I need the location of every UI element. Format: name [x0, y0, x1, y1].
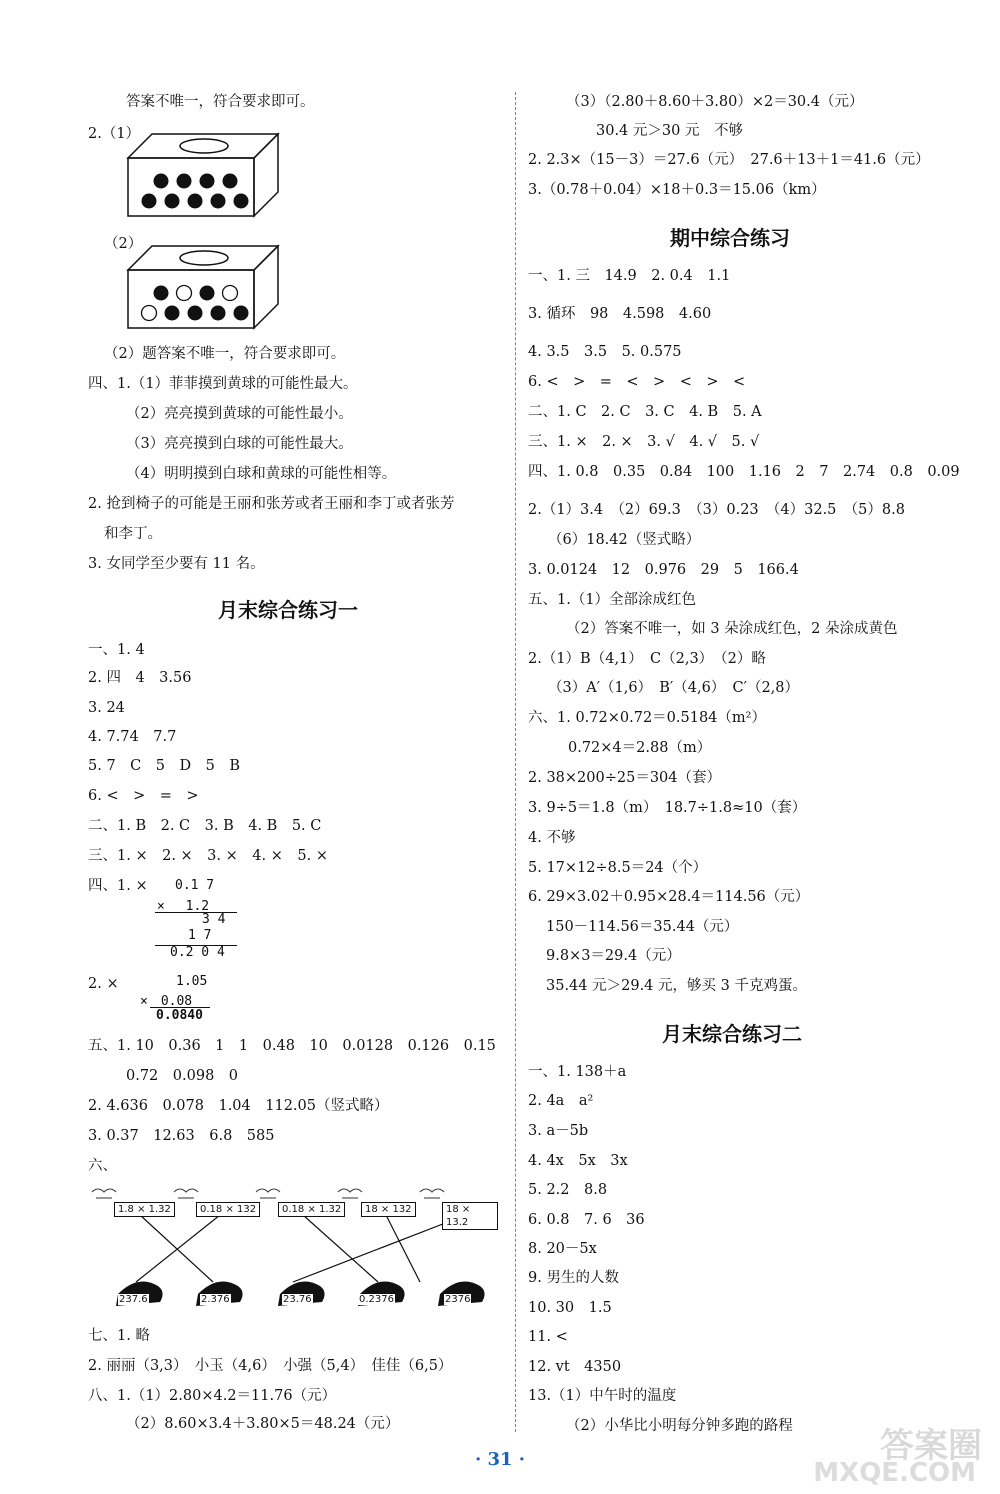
- text-line: 10. 30 1.5: [528, 1300, 612, 1316]
- text-line: 11. <: [528, 1329, 568, 1345]
- text-line: 七、1. 略: [88, 1328, 150, 1344]
- text-line: 三、1. × 2. × 3. √ 4. √ 5. √: [528, 434, 760, 450]
- text-line: 6. 29×3.02＋0.95×28.4＝114.56（元）: [528, 889, 810, 905]
- text-line: 4. 3.5 3.5 5. 0.575: [528, 344, 682, 360]
- text-line: 2. 38×200÷25＝304（套）: [528, 770, 721, 786]
- text-line: 五、1.（1）全部涂成红色: [528, 592, 697, 608]
- text-line: 五、1. 10 0.36 1 1 0.48 10 0.0128 0.126 0.15: [88, 1038, 496, 1054]
- text-line: 0.72×4＝2.88（m）: [568, 740, 712, 756]
- ball-box-diagram-2: [124, 240, 282, 332]
- text-line: 4. 不够: [528, 830, 576, 846]
- section-heading: 月末综合练习一: [218, 598, 358, 622]
- expression-box: 1.8 × 1.32: [114, 1202, 175, 1217]
- text-line: 2. 丽丽（3,3） 小玉（4,6） 小强（5,4） 佳佳（6,5）: [88, 1358, 453, 1374]
- text-line: 一、1. 138＋a: [528, 1064, 627, 1080]
- expression-box: 0.18 × 132: [196, 1202, 260, 1217]
- text-line: 3. 女同学至少要有 11 名。: [88, 556, 265, 572]
- text-line: 5. 2.2 8.8: [528, 1182, 608, 1198]
- text-line: （3）A′（1,6） B′（4,6） C′（2,8）: [548, 680, 800, 696]
- text-line: 3.（0.78＋0.04）×18＋0.3＝15.06（km）: [528, 182, 826, 198]
- text-line: 二、1. B 2. C 3. B 4. B 5. C: [88, 818, 322, 834]
- text-line: （4）明明摸到白球和黄球的可能性相等。: [126, 466, 397, 482]
- text-line: （3）亮亮摸到白球的可能性最大。: [126, 436, 353, 452]
- text-line: 3. a－5b: [528, 1123, 589, 1139]
- fish-label: 2376: [445, 1294, 471, 1305]
- text-line: 2. 4.636 0.078 1.04 112.05（竖式略）: [88, 1098, 389, 1114]
- calc-line: × 1.2: [157, 899, 210, 914]
- text-line: （2）答案不唯一，如 3 朵涂成红色，2 朵涂成黄色: [566, 621, 898, 637]
- expression-box: 18 × 132: [361, 1202, 416, 1217]
- text-line: 3. 0.37 12.63 6.8 585: [88, 1128, 275, 1144]
- text-line: 三、1. × 2. × 3. × 4. × 5. ×: [88, 848, 328, 864]
- text-line: （2）题答案不唯一，符合要求即可。: [104, 346, 346, 362]
- text-line: 和李丁。: [104, 526, 162, 542]
- text-line: 6. < > = < > < > <: [528, 374, 746, 390]
- text-line: 答案不唯一，符合要求即可。: [126, 94, 315, 110]
- text-line: 四、1. ×: [88, 878, 148, 894]
- text-line: 2. 4a a²: [528, 1093, 594, 1109]
- text-line: 4. 4x 5x 3x: [528, 1153, 628, 1169]
- text-line: 3. 循环 98 4.598 4.60: [528, 306, 712, 322]
- text-line: 12. vt 4350: [528, 1359, 622, 1375]
- text-line: 9.8×3＝29.4（元）: [546, 948, 681, 964]
- text-line: 八、1.（1）2.80×4.2＝11.76（元）: [88, 1388, 337, 1404]
- text-line: （2）小华比小明每分钟多跑的路程: [566, 1418, 793, 1434]
- calc-line: × 0.08: [140, 994, 193, 1009]
- text-line: 一、1. 三 14.9 2. 0.4 1.1: [528, 268, 731, 284]
- text-line: 6. 0.8 7. 6 36: [528, 1212, 645, 1228]
- calc-line: 1 7: [188, 928, 212, 943]
- text-line: 二、1. C 2. C 3. C 4. B 5. A: [528, 404, 762, 420]
- text-line: 一、1. 4: [88, 642, 145, 658]
- expression-box: 0.18 × 1.32: [278, 1202, 345, 1217]
- text-line: 5. 7 C 5 D 5 B: [88, 758, 240, 774]
- text-line: 13.（1）中午时的温度: [528, 1388, 677, 1404]
- text-line: （2）: [104, 236, 143, 252]
- text-line: 四、1. 0.8 0.35 0.84 100 1.16 2 7 2.74 0.8 0.09: [528, 464, 960, 480]
- calc-line: 0.0840: [156, 1008, 203, 1023]
- text-line: （2）8.60×3.4＋3.80×5＝48.24（元）: [126, 1416, 400, 1432]
- text-line: 9. 男生的人数: [528, 1270, 619, 1286]
- text-line: 六、: [88, 1158, 117, 1174]
- text-line: 8. 20－5x: [528, 1241, 597, 1257]
- text-line: 2.（1）3.4 （2）69.3 （3）0.23 （4）32.5 （5）8.8: [528, 502, 905, 518]
- fish-label: 237.6: [119, 1294, 148, 1305]
- text-line: 四、1.（1）菲菲摸到黄球的可能性最大。: [88, 376, 358, 392]
- text-line: （2）亮亮摸到黄球的可能性最小。: [126, 406, 353, 422]
- text-line: 30.4 元＞30 元 不够: [596, 123, 743, 139]
- text-line: 0.72 0.098 0: [126, 1068, 239, 1084]
- watermark-logo: 答案圈: [880, 1426, 982, 1466]
- column-divider: [515, 92, 516, 1432]
- page-number: · 31 ·: [474, 1449, 526, 1470]
- text-line: 3. 0.0124 12 0.976 29 5 166.4: [528, 562, 799, 578]
- text-line: 3. 24: [88, 700, 125, 716]
- text-line: 2. 2.3×（15－3）＝27.6（元） 27.6＋13＋1＝41.6（元）: [528, 152, 930, 168]
- calc-line: 0.1 7: [175, 878, 215, 893]
- text-line: （6）18.42（竖式略）: [548, 532, 701, 548]
- calc-line: 0.2 0 4: [170, 945, 225, 960]
- text-line: 35.44 元＞29.4 元，够买 3 千克鸡蛋。: [546, 978, 807, 994]
- text-line: 2.（1）B（4,1） C（2,3） （2）略: [528, 651, 766, 667]
- section-heading: 期中综合练习: [670, 226, 790, 250]
- calc-line: 3 4: [202, 912, 226, 927]
- calc-line: 1.05: [176, 974, 208, 989]
- text-line: 3. 9÷5＝1.8（m） 18.7÷1.8≈10（套）: [528, 800, 807, 816]
- text-line: 6. < > = >: [88, 788, 199, 804]
- expression-box: 18 × 13.2: [442, 1202, 498, 1230]
- text-line: 150－114.56＝35.44（元）: [546, 919, 739, 935]
- text-line: 2. 抢到椅子的可能是王丽和张芳或者王丽和李丁或者张芳: [88, 496, 455, 512]
- section-heading: 月末综合练习二: [662, 1022, 802, 1046]
- text-line: 5. 17×12÷8.5＝24（个）: [528, 860, 708, 876]
- watermark-url: MXQE.COM: [813, 1458, 976, 1488]
- fish-label: 2.376: [201, 1294, 230, 1305]
- matching-diagram: [88, 1184, 498, 1324]
- text-line: 4. 7.74 7.7: [88, 729, 177, 745]
- fish-label: 23.76: [283, 1294, 312, 1305]
- fish-label: 0.2376: [359, 1294, 394, 1305]
- text-line: 2. ×: [88, 976, 119, 992]
- text-line: 2.（1）: [88, 126, 141, 142]
- ball-box-diagram-1: [124, 128, 282, 220]
- text-line: 2. 四 4 3.56: [88, 670, 192, 686]
- text-line: （3）（2.80＋8.60＋3.80）×2＝30.4（元）: [566, 94, 864, 110]
- text-line: 六、1. 0.72×0.72＝0.5184（m²）: [528, 710, 766, 726]
